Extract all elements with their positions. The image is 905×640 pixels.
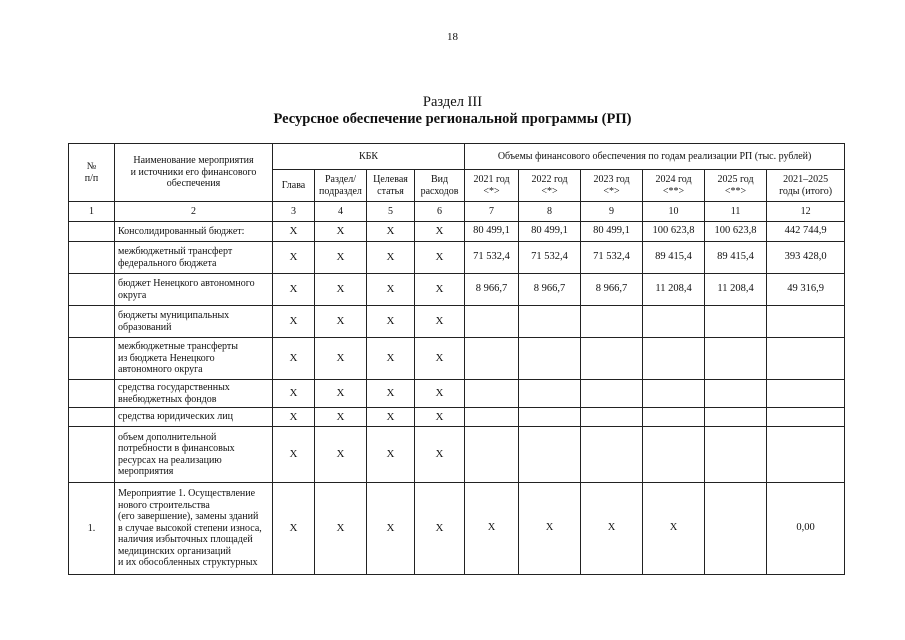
header-kbk-col: Вид расходов — [415, 170, 465, 202]
kbk-value: X — [315, 338, 367, 380]
kbk-value: X — [315, 274, 367, 306]
amount-value — [519, 306, 581, 338]
amount-value — [643, 380, 705, 408]
amount-value: 89 415,4 — [705, 242, 767, 274]
kbk-value: X — [273, 242, 315, 274]
amount-value — [767, 338, 845, 380]
table-row — [69, 222, 845, 242]
row-name: средства юридических лиц — [115, 408, 273, 427]
amount-value: 71 532,4 — [581, 242, 643, 274]
amount-value — [767, 380, 845, 408]
amount-value: 0,00 — [767, 483, 845, 575]
row-name: межбюджетные трансферты из бюджета Ненецкого автономного округа — [115, 338, 273, 380]
kbk-value: X — [367, 306, 415, 338]
header-year-col: 2022 год <*> — [519, 170, 581, 202]
section-title: Раздел III — [422, 94, 483, 110]
kbk-value: X — [415, 380, 465, 408]
amount-value — [465, 338, 519, 380]
amount-value — [519, 427, 581, 483]
header-kbk-col: Целевая статья — [367, 170, 415, 202]
kbk-value: X — [415, 274, 465, 306]
amount-value: 8 966,7 — [519, 274, 581, 306]
section-subtitle: Ресурсное обеспечение региональной программы (РП) — [273, 111, 632, 127]
kbk-value: X — [367, 274, 415, 306]
row-name: бюджеты муниципальных образований — [115, 306, 273, 338]
column-number-row — [69, 202, 845, 222]
page-number: 18 — [447, 31, 458, 43]
amount-value: 71 532,4 — [465, 242, 519, 274]
amount-value: X — [581, 483, 643, 575]
amount-value: 80 499,1 — [465, 222, 519, 242]
table-row — [69, 427, 845, 483]
amount-value: 100 623,8 — [643, 222, 705, 242]
row-number — [69, 408, 115, 427]
table-row — [69, 242, 845, 274]
amount-value — [581, 338, 643, 380]
header-num: № п/п — [69, 144, 115, 202]
table-row — [69, 483, 845, 575]
header-row-1 — [69, 144, 845, 170]
kbk-value: X — [315, 427, 367, 483]
amount-value: 11 208,4 — [643, 274, 705, 306]
amount-value: 71 532,4 — [519, 242, 581, 274]
column-number: 7 — [465, 202, 519, 222]
kbk-value: X — [315, 306, 367, 338]
header-year-col: 2023 год <*> — [581, 170, 643, 202]
amount-value: 11 208,4 — [705, 274, 767, 306]
row-name: бюджет Ненецкого автономного округа — [115, 274, 273, 306]
column-number: 1 — [69, 202, 115, 222]
row-number — [69, 222, 115, 242]
row-number — [69, 274, 115, 306]
amount-value — [767, 408, 845, 427]
amount-value: 8 966,7 — [581, 274, 643, 306]
kbk-value: X — [315, 222, 367, 242]
kbk-value: X — [315, 380, 367, 408]
kbk-value: X — [367, 408, 415, 427]
row-name: объем дополнительной потребности в финансовых ресурсах на реализацию мероприятия — [115, 427, 273, 483]
kbk-value: X — [273, 483, 315, 575]
column-number: 2 — [115, 202, 273, 222]
header-kbk-col: Глава — [273, 170, 315, 202]
kbk-value: X — [415, 242, 465, 274]
column-number: 6 — [415, 202, 465, 222]
amount-value — [705, 427, 767, 483]
amount-value — [705, 408, 767, 427]
column-number: 4 — [315, 202, 367, 222]
amount-value: 393 428,0 — [767, 242, 845, 274]
kbk-value: X — [273, 274, 315, 306]
resource-table — [68, 143, 845, 575]
amount-value — [643, 427, 705, 483]
amount-value — [643, 338, 705, 380]
amount-value: X — [465, 483, 519, 575]
column-number: 3 — [273, 202, 315, 222]
kbk-value: X — [315, 242, 367, 274]
row-number — [69, 242, 115, 274]
column-number: 10 — [643, 202, 705, 222]
row-name: средства государственных внебюджетных фондов — [115, 380, 273, 408]
header-name: Наименование мероприятия и источники его финансового обеспечения — [115, 144, 273, 202]
row-number — [69, 380, 115, 408]
amount-value — [519, 380, 581, 408]
table-row — [69, 338, 845, 380]
amount-value — [581, 306, 643, 338]
amount-value — [465, 306, 519, 338]
row-number — [69, 306, 115, 338]
amount-value — [705, 483, 767, 575]
amount-value — [705, 380, 767, 408]
table-row — [69, 306, 845, 338]
amount-value — [519, 338, 581, 380]
kbk-value: X — [415, 427, 465, 483]
amount-value — [581, 380, 643, 408]
kbk-value: X — [273, 338, 315, 380]
kbk-value: X — [273, 222, 315, 242]
row-number: 1. — [69, 483, 115, 575]
header-year-col: 2025 год <**> — [705, 170, 767, 202]
amount-value: 442 744,9 — [767, 222, 845, 242]
amount-value — [581, 408, 643, 427]
kbk-value: X — [415, 338, 465, 380]
header-year-col: 2021–2025 годы (итого) — [767, 170, 845, 202]
kbk-value: X — [367, 338, 415, 380]
kbk-value: X — [273, 380, 315, 408]
row-number — [69, 427, 115, 483]
row-name: межбюджетный трансферт федерального бюджета — [115, 242, 273, 274]
column-number: 12 — [767, 202, 845, 222]
amount-value: 80 499,1 — [581, 222, 643, 242]
kbk-value: X — [367, 483, 415, 575]
kbk-value: X — [367, 380, 415, 408]
row-number — [69, 338, 115, 380]
amount-value: X — [519, 483, 581, 575]
amount-value — [581, 427, 643, 483]
kbk-value: X — [415, 306, 465, 338]
header-kbk-col: Раздел/ подраздел — [315, 170, 367, 202]
amount-value — [705, 338, 767, 380]
row-name: Мероприятие 1. Осуществление нового строительства (его завершение), замены зданий в случае высокой степени износа, наличия избыточных площадей медицинских организаций и их обособленных структурных — [115, 483, 273, 575]
kbk-value: X — [367, 242, 415, 274]
header-volumes: Объемы финансового обеспечения по годам реализации РП (тыс. рублей) — [465, 144, 845, 170]
column-number: 11 — [705, 202, 767, 222]
amount-value — [643, 306, 705, 338]
kbk-value: X — [415, 222, 465, 242]
amount-value — [465, 427, 519, 483]
column-number: 5 — [367, 202, 415, 222]
kbk-value: X — [415, 408, 465, 427]
kbk-value: X — [315, 408, 367, 427]
amount-value — [767, 306, 845, 338]
header-kbk: КБК — [273, 144, 465, 170]
amount-value: 49 316,9 — [767, 274, 845, 306]
kbk-value: X — [367, 427, 415, 483]
amount-value: 8 966,7 — [465, 274, 519, 306]
amount-value — [519, 408, 581, 427]
header-year-col: 2024 год <**> — [643, 170, 705, 202]
row-name: Консолидированный бюджет: — [115, 222, 273, 242]
kbk-value: X — [415, 483, 465, 575]
header-year-col: 2021 год <*> — [465, 170, 519, 202]
kbk-value: X — [315, 483, 367, 575]
amount-value: X — [643, 483, 705, 575]
amount-value — [705, 306, 767, 338]
amount-value — [465, 380, 519, 408]
kbk-value: X — [273, 408, 315, 427]
kbk-value: X — [273, 306, 315, 338]
amount-value — [643, 408, 705, 427]
table-row — [69, 274, 845, 306]
table-row — [69, 408, 845, 427]
amount-value — [465, 408, 519, 427]
table-row — [69, 380, 845, 408]
kbk-value: X — [273, 427, 315, 483]
amount-value: 89 415,4 — [643, 242, 705, 274]
column-number: 8 — [519, 202, 581, 222]
amount-value: 80 499,1 — [519, 222, 581, 242]
amount-value — [767, 427, 845, 483]
amount-value: 100 623,8 — [705, 222, 767, 242]
column-number: 9 — [581, 202, 643, 222]
kbk-value: X — [367, 222, 415, 242]
